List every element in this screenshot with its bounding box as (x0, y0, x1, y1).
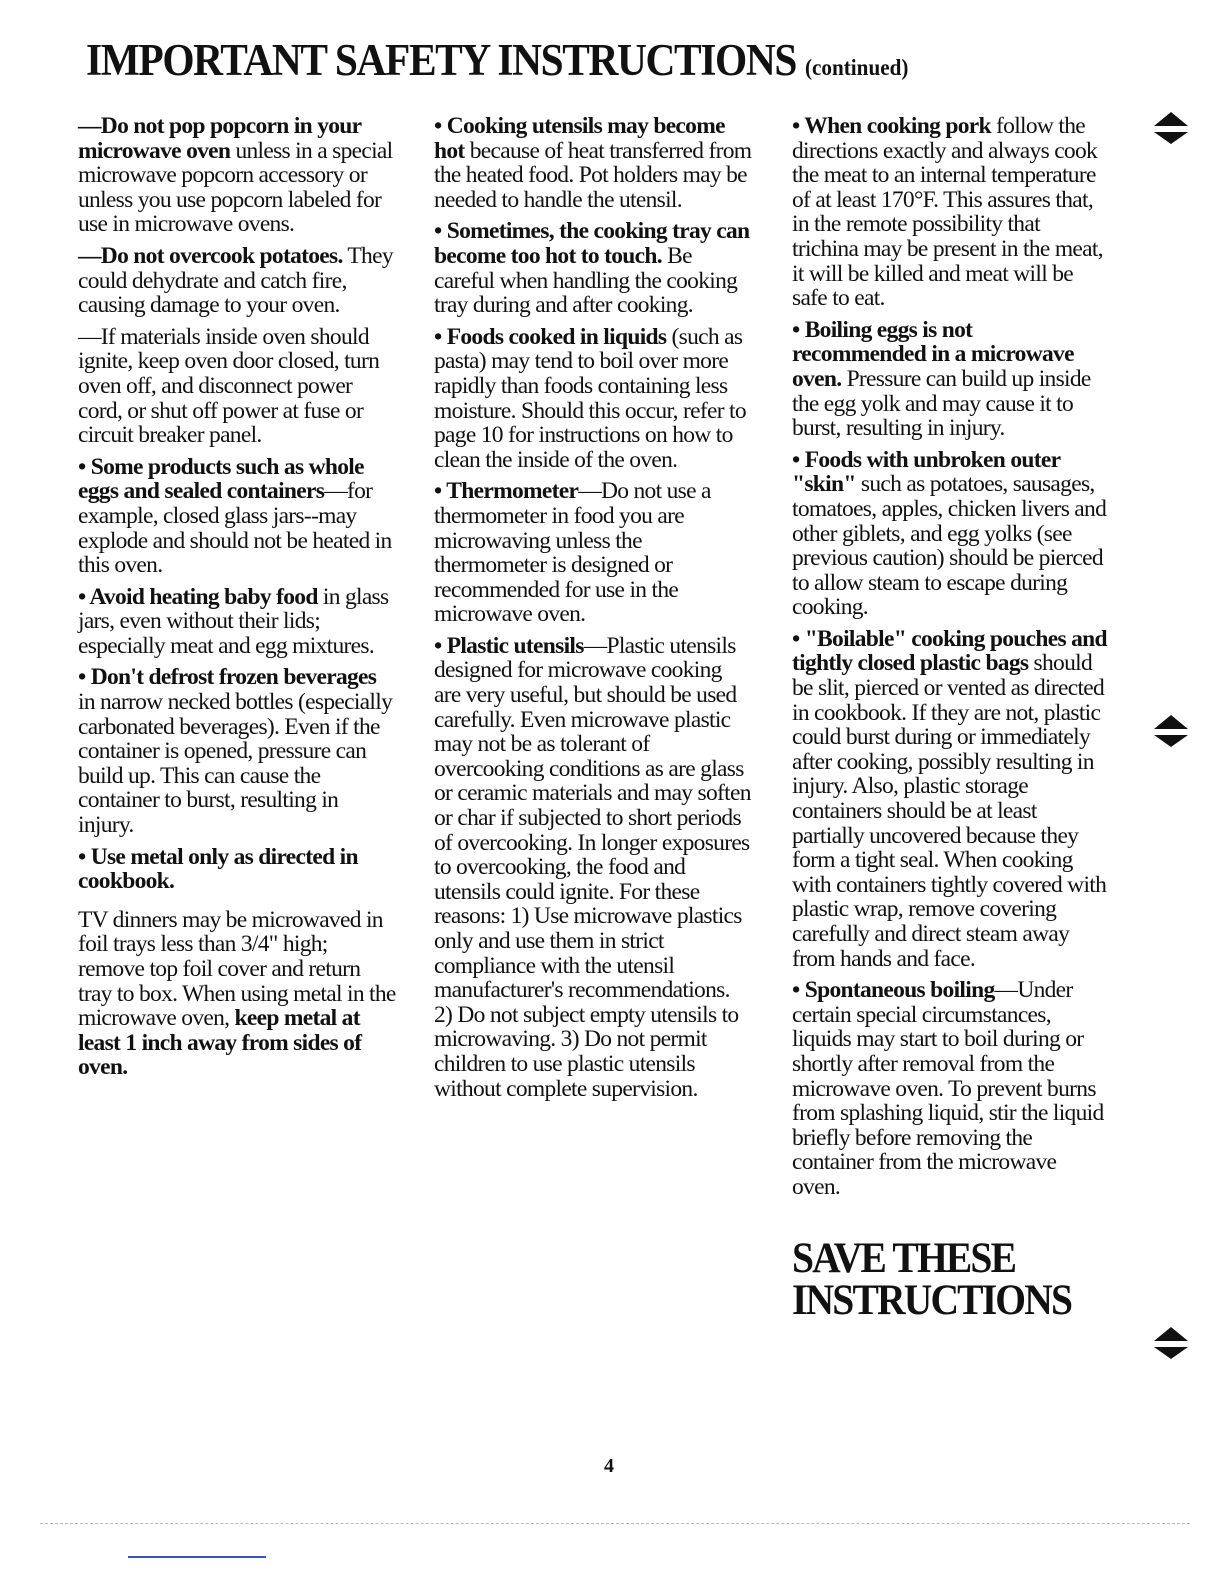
item-text: in narrow necked bottles (especially carbonated beverages). Even if the container is opened, pressure can build up. This can cause the container to burst, resulting in injury. (78, 689, 393, 839)
list-item (434, 114, 752, 212)
item-heading: —Do not pop popcorn in your microwave oven (78, 113, 361, 164)
save-line-1: SAVE THESE (792, 1235, 1016, 1282)
list-item (78, 845, 396, 894)
list-item (792, 448, 1108, 620)
item-heading: • Foods with unbroken outer "skin" (792, 446, 1060, 498)
list-item (78, 244, 396, 318)
item-text: unless in a special microwave popcorn accessory or unless you use popcorn labeled for use in microwave ovens. (78, 137, 393, 238)
item-heading: • Avoid heating baby food (78, 583, 318, 610)
page-title (86, 34, 908, 86)
item-text: in glass jars, even without their lids; especially meat and egg mixtures. (78, 583, 389, 659)
list-item (792, 318, 1108, 441)
item-text: —If materials inside oven should ignite, keep oven door closed, turn oven off, and disconnect power cord, or shut off power at fuse or circuit breaker panel. (78, 323, 380, 449)
item-text: They could dehydrate and catch fire, causing damage to your oven. (78, 242, 393, 319)
title-text: IMPORTANT SAFETY INSTRUCTIONS (86, 35, 796, 85)
column-2 (434, 114, 752, 1108)
list-item (78, 455, 396, 578)
binder-tab-icon (1154, 1327, 1188, 1359)
item-heading: • "Boilable" cooking pouches and tightly closed plastic bags (792, 625, 1107, 677)
item-text: (such as pasta) may tend to boil over more rapidly than foods containing less moisture. Should this occur, refer to page 10 for instructions on how to clean the inside of the oven. (434, 323, 746, 473)
item-heading: • Some products such as whole eggs and sealed containers (78, 453, 364, 505)
item-text: should be slit, pierced or vented as directed in cookbook. If they are not, plastic could burst during or immediately after cooking, possibly resulting in injury. Also, plastic storage containers should be at least partially uncovered because they form a tight seal. When cooking with containers tightly covered with plastic wrap, remove covering carefully and direct steam away from hands and face. (792, 650, 1107, 972)
scan-divider (40, 1523, 1190, 1524)
item-heading: • Sometimes, the cooking tray can become too hot to touch. (434, 218, 750, 269)
item-text: Pressure can build up inside the egg yolk and may cause it to burst, resulting in injury. (792, 365, 1091, 442)
item-heading: • Don't defrost frozen beverages (78, 664, 377, 691)
item-heading: • Thermometer (434, 478, 579, 505)
save-line-2: INSTRUCTIONS (792, 1277, 1072, 1324)
list-item (434, 479, 752, 627)
column-3 (792, 114, 1108, 1207)
list-item (434, 634, 752, 1101)
list-item (792, 978, 1108, 1199)
list-item (78, 114, 396, 237)
continued-label: (continued) (804, 55, 909, 80)
item-text: because of heat transferred from the heated food. Pot holders may be needed to handle the utensil. (434, 137, 752, 213)
item-text: follow the directions exactly and always cook the meat to an internal temperature of at least 170°F. This assures that, in the remote possibility that trichina may be present in the meat, it will be killed and meat will be safe to eat. (792, 113, 1103, 312)
item-heading: • Boiling eggs is not recommended in a microwave oven. (792, 316, 1074, 392)
binder-tab-icon (1154, 112, 1188, 144)
item-text: such as potatoes, sausages, tomatoes, apples, chicken livers and other giblets, and egg yolks (see previous caution) should be pierced to allow steam to escape during cooking. (792, 471, 1107, 621)
list-item (792, 627, 1108, 971)
binder-tab-icon (1154, 715, 1188, 747)
page-number: 4 (604, 1455, 614, 1477)
save-instructions-heading (792, 1235, 1072, 1324)
item-heading: • Use metal only as directed in cookbook. (78, 843, 358, 895)
item-heading: • Cooking utensils may become hot (434, 113, 725, 164)
item-text: —Plastic utensils designed for microwave cooking are very useful, but should be used carefully. Even microwave plastic may not be as tolerant of overcooking conditions as are glass or ceramic materials and may soften or char if subjected to short periods of overcooking. In longer exposures to overcooking, the food and utensils could ignite. For these reasons: 1) Use microwave plastics only and use them in strict compliance with the utensil manufacturer's recommendations. 2) Do not subject empty utensils to microwaving. 3) Do not permit children to use plastic utensils without complete supervision. (434, 632, 751, 1102)
metal-paragraph (78, 908, 396, 1080)
item-text: —Under certain special circumstances, liquids may start to boil during or shortly after removal from the microwave oven. To prevent burns from splashing liquid, stir the liquid briefly before removing the container from the microwave oven. (792, 977, 1104, 1200)
scan-artifact-line (128, 1556, 266, 1558)
list-item (434, 219, 752, 317)
item-text: Be careful when handling the cooking tray during and after cooking. (434, 242, 738, 319)
item-text: —for example, closed glass jars--may explode and should not be heated in this oven. (78, 478, 392, 579)
item-heading: • Spontaneous boiling (792, 977, 995, 1004)
list-item (78, 585, 396, 659)
item-heading: • Foods cooked in liquids (434, 323, 667, 350)
item-text: —Do not use a thermometer in food you are microwaving unless the thermometer is designed or recommended for use in the microwave oven. (434, 478, 711, 628)
list-item (78, 665, 396, 837)
list-item (434, 325, 752, 473)
list-item (78, 325, 396, 448)
item-heading: • When cooking pork (792, 113, 991, 139)
item-heading: —Do not overcook potatoes. (78, 242, 343, 269)
column-1 (78, 114, 396, 1080)
list-item (792, 114, 1108, 311)
paragraph-text: TV dinners may be microwaved in foil trays less than 3/4" high; remove top foil cover and return tray to box. When using metal in the microwave oven, (78, 906, 396, 1032)
item-heading: • Plastic utensils (434, 632, 584, 659)
paragraph-emphasis: keep metal at least 1 inch away from sides of oven. (78, 1005, 362, 1081)
